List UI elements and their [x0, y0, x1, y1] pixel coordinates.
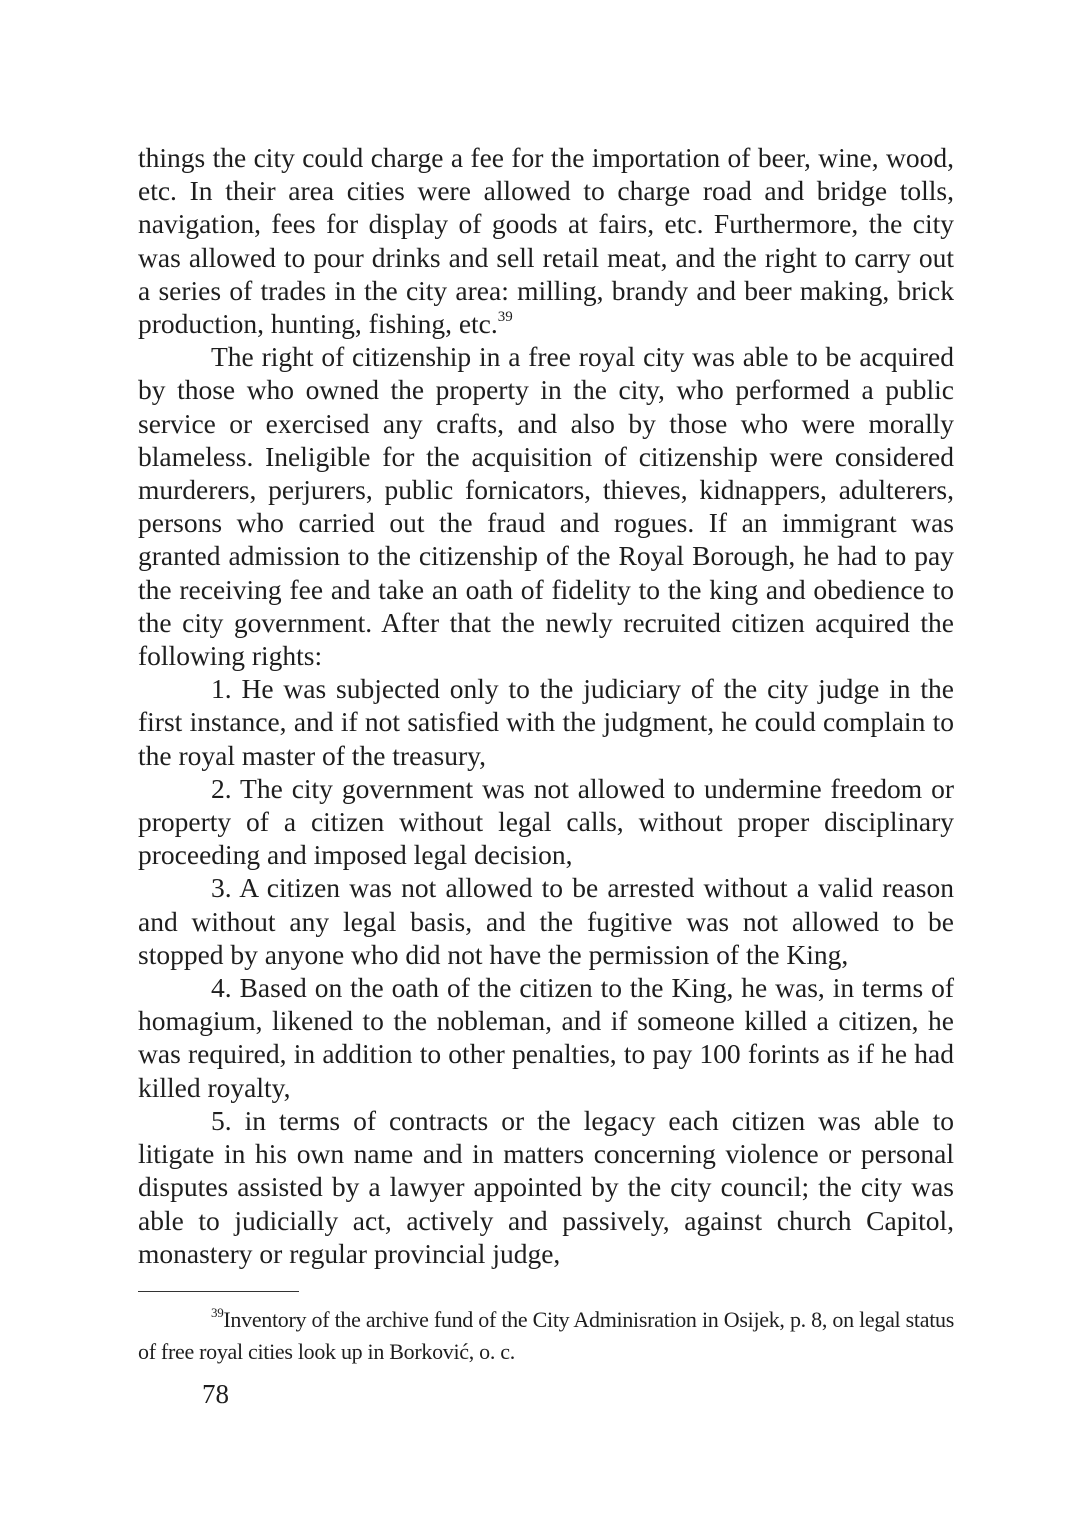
footnote — [138, 1304, 954, 1368]
footnote-text: Inventory of the archive fund of the City Adminisration in Osijek, p. 8, on legal status of free royal cities look up in Borković, o. c. — [138, 1307, 954, 1364]
paragraph-citizenship: The right of citizenship in a free royal city was able to be acquired by those who owned the property in the city, who performed a public service or exercised any crafts, and also by those who were morally blameless. Ineligible for the acquisition of citizenship were considered murderers, perjurers, public fornicators, thieves, kidnappers, adulterers, persons who carried out the fraud and rogues. If an immigrant was granted admission to the citizenship of the Royal Borough, he had to pay the receiving fee and take an oath of fidelity to the king and obedience to the city government. After that the newly recruited citizen acquired the following rights: — [138, 341, 954, 672]
rights-list-item: 1. He was subjected only to the judiciary of the city judge in the first instance, and if not satisfied with the judgment, he could complain to the royal master of the treasury, — [138, 673, 954, 771]
rights-list-item: 2. The city government was not allowed to undermine freedom or property of a citizen without legal calls, without proper disciplinary proceeding and imposed legal decision, — [138, 772, 954, 871]
footnote-separator — [138, 1291, 299, 1292]
main-text — [138, 141, 954, 1270]
page-number: 78 — [202, 1379, 229, 1409]
footnote-paragraph — [138, 1304, 954, 1368]
rights-list-item: 3. A citizen was not allowed to be arrested without a valid reason and without any legal basis, and the fugitive was not allowed to be stopped by anyone who did not have the permission of the King, — [138, 872, 954, 970]
footnote-number: 39 — [211, 1304, 224, 1320]
footnote-reference: 39 — [497, 308, 513, 325]
rights-list-item: 5. in terms of contracts or the legacy each citizen was able to litigate in his own name and in matters concerning violence or personal disputes assisted by a lawyer appointed by the city council; the city was able to judicially act, actively and passively, against church Capitol, monastery or regular provincial judge, — [138, 1104, 954, 1269]
paragraph-continuation — [138, 141, 954, 340]
rights-list-item: 4. Based on the oath of the citizen to the King, he was, in terms of homagium, likened to the nobleman, and if someone killed a citizen, he was required, in addition to other penalties, to pay 100 forints as if he had killed royalty, — [138, 972, 954, 1103]
paragraph-text: things the city could charge a fee for the importation of beer, wine, wood, etc. In their area cities were allowed to charge road and bridge tolls, navigation, fees for display of goods at fairs, etc. Furthermore, the city was allowed to pour drinks and sell retail meat, and the right to carry out a series of trades in the city area: milling, brandy and beer making, brick production, hunting, fishing, etc. — [138, 142, 954, 340]
